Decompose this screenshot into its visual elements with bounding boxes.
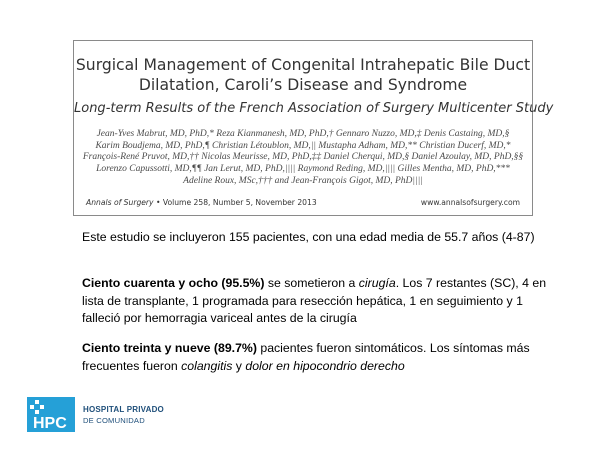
author-line: Lorenzo Capussotti, MD,¶¶ Jan Lerut, MD, PhD,|||| Raymond Reding, MD,|||| Gilles Mentha, MD, PhD,*** xyxy=(96,164,510,175)
author-line: Jean-Yves Mabrut, MD, PhD,* Reza Kianmanesh, MD, PhD,† Gennaro Nuzzo, MD,‡ Denis Castaing, MD,§ xyxy=(96,129,510,139)
paper-subtitle: Long-term Results of the French Association of Surgery Multicenter Study xyxy=(74,101,554,116)
symptomatic-count: Ciento treinta y nueve (89.7%) xyxy=(82,341,257,355)
paper-header-image xyxy=(73,40,554,216)
hospital-logo xyxy=(27,397,207,437)
symptom-cholangitis: colangitis xyxy=(181,358,233,373)
hospital-name-line-2: DE COMUNIDAD xyxy=(83,416,145,425)
study-summary-text: Este estudio se incluyeron 155 pacientes, con una edad media de 55.7 años (4-87) xyxy=(82,230,535,244)
paper-authors xyxy=(74,129,532,188)
surgery-text-a: se sometieron a xyxy=(264,276,359,290)
study-summary-paragraph xyxy=(82,229,552,247)
symptoms-text-a: pacientes fueron sintomáticos. Los síntomas más frecuentes fueron xyxy=(82,341,530,373)
surgery-count: Ciento cuarenta y ocho (95.5%) xyxy=(82,276,265,290)
symptoms-paragraph xyxy=(82,340,552,375)
hpc-logo-letters: HPC xyxy=(33,415,67,432)
symptom-pain: dolor en hipocondrio derecho xyxy=(245,358,405,373)
journal-name: Annals of Surgery xyxy=(86,198,154,207)
volume-info: • Volume 258, Number 5, November 2013 xyxy=(153,198,317,207)
surgery-paragraph xyxy=(82,275,552,328)
surgery-term: cirugía xyxy=(358,276,396,290)
author-line: François-René Pruvot, MD,†† Nicolas Meurisse, MD, PhD,‡‡ Daniel Cherqui, MD,§ Daniel Azoulay, MD, PhD,§§ xyxy=(82,152,524,163)
paper-title-line-2: Dilatation, Caroli’s Disease and Syndrome xyxy=(138,76,468,94)
hpc-logo-mark xyxy=(27,397,75,432)
surgery-text-b: . Los 7 restantes (SC), 4 en lista de transplante, 1 programada para resección hepática, 1 en seguimiento y 1 falleció por hemorragia variceal antes de la cirugía xyxy=(82,276,547,326)
journal-website: www.annalsofsurgery.com xyxy=(420,198,520,207)
author-line: Karim Boudjema, MD, PhD,¶ Christian Létoublon, MD,|| Mustapha Adham, MD,** Christian Ducerf, MD,* xyxy=(95,140,511,151)
paper-title xyxy=(74,55,532,95)
journal-citation xyxy=(86,198,317,207)
hpc-logo-icon xyxy=(27,397,75,432)
paper-title-line-1: Surgical Management of Congenital Intrahepatic Bile Duct xyxy=(75,56,531,74)
hospital-name-line-1: HOSPITAL PRIVADO xyxy=(83,405,164,414)
author-line: Adeline Roux, MSc,††† and Jean-François Gigot, MD, PhD|||| xyxy=(183,175,423,186)
symptoms-text-b: y xyxy=(232,358,246,373)
